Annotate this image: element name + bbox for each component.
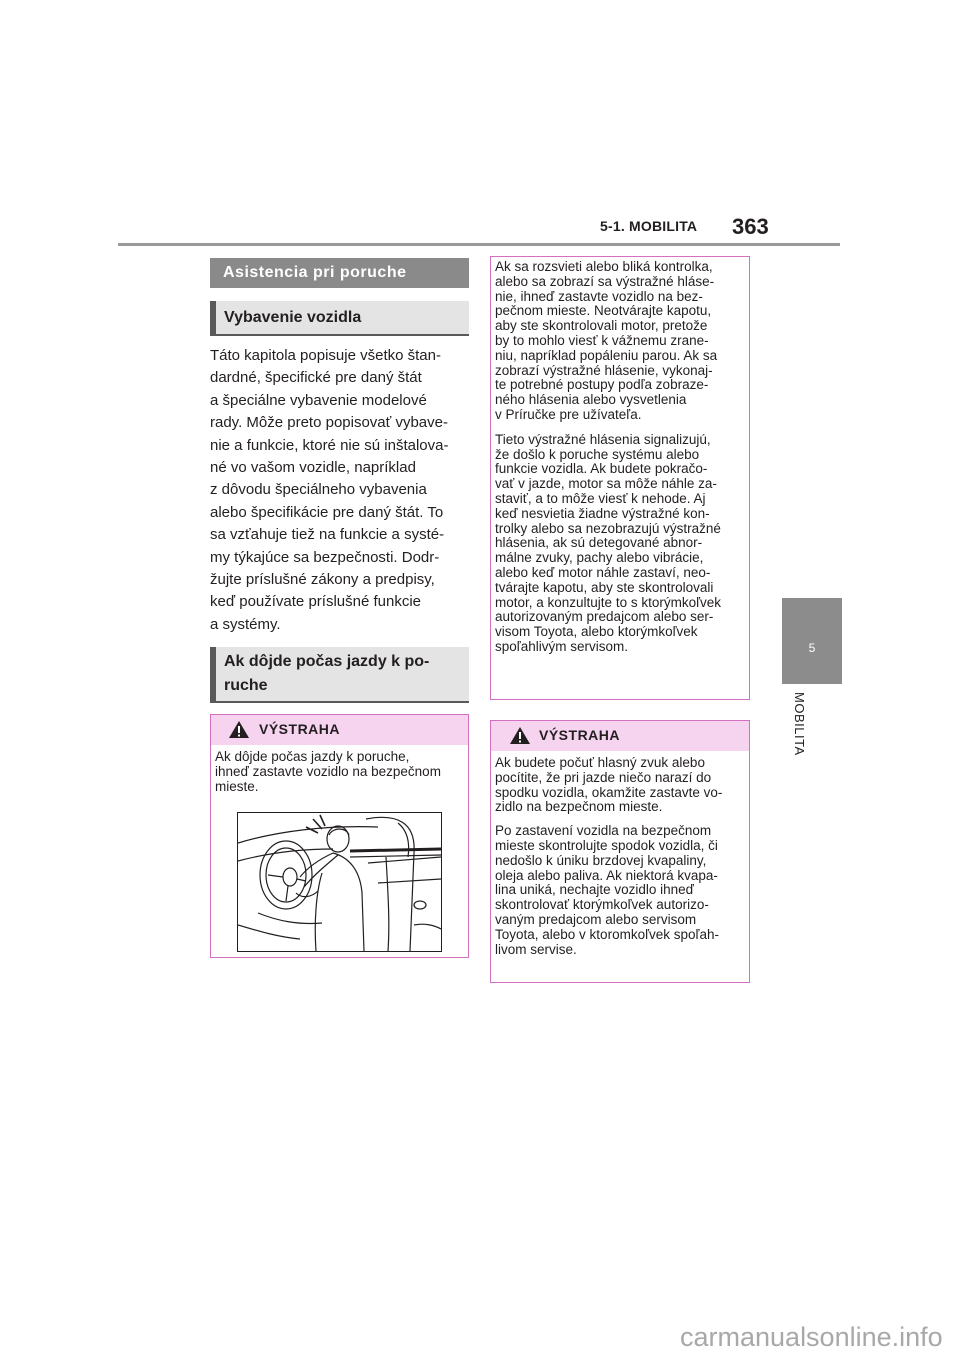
subheading-failure-while-driving: Ak dôjde počas jazdy k po- ruche [210,647,469,703]
chapter-tab-number: 5 [808,641,816,655]
watermark: carmanualsonline.info [680,1322,943,1352]
warning-box [210,714,469,958]
warning-text: Ak dôjde počas jazdy k poruche, ihneď zastavte vozidlo na bezpečnom mieste. [215,749,441,794]
warning-title: VÝSTRAHA [539,727,621,743]
section-title: 5-1. MOBILITA [600,218,698,234]
subheading-equipment: Vybavenie vozidla [210,301,469,336]
warning-box [490,720,750,983]
warning-triangle-icon [228,720,250,739]
warning-text-1: Ak budete počuť hlasný zvuk alebo pocítite, že pri jazde niečo narazí do spodku vozidla, okamžite zastavte vo- zidlo na bezpečnom mieste. [495,755,723,815]
warning-header [211,715,468,745]
warning-title: VÝSTRAHA [259,721,341,737]
main-heading: Asistencia pri poruche [210,258,469,288]
warning-header [491,721,749,751]
warning-triangle-icon [509,726,531,745]
warning-text-2: Po zastavení vozidla na bezpečnom mieste skontrolujte spodok vozidla, či nedošlo k úniku brzdovej kvapaliny, oleja alebo paliva. Ak niektorá kvapa- lina uniká, nechajte vozidlo ihneď skontrolovať ktorýmkoľvek autorizo- vaným predajcom alebo servisom Toyota, alebo v ktoromkoľvek spoľah- livom servise. [495,823,719,957]
info-paragraph-1: Ak sa rozsvieti alebo bliká kontrolka, alebo sa zobrazí sa výstražné hláse- nie, ihneď zastavte vozidlo na bez- pečnom mieste. Neotvárajte kapotu, aby ste skontrolovali motor, pretože by to mohlo viesť k vážnemu zrane- niu, napríklad popáleniu parou. Ak sa zobrazí výstražné hlásenie, vykonaj- te potrebné postupy podľa zobraze- ného hlásenia alebo vysvetlenia v Príručke pre užívateľa. [495,259,718,422]
equipment-body-text: Táto kapitola popisuje všetko štan- dardné, špecifické pre daný štát a špeciálne vybavenie modelové rady. Môže preto popisovať vybave- nie a funkcie, ktoré nie sú inštalova- né vo vašom vozidle, napríklad z dôvodu špeciálneho vybavenia alebo špecifikácie pre daný štát. To sa vzťahuje tiež na funkcie a systé- my týkajúce sa bezpečnosti. Dodr- žujte príslušné zákony a predpisy, keď používate príslušné funkcie a systémy. [210,347,449,633]
header-rule [118,243,840,246]
info-paragraph-2: Tieto výstražné hlásenia signalizujú, že došlo k poruche systému alebo funkcie vozidla. Ak budete pokračo- vať v jazde, motor sa môže náhle za- staviť, a to môže viesť k nehode. Aj keď nesvietia žiadne výstražné kon- trolky alebo sa nezobrazujú výstražné hlásenia, ak sú detegované abnor- málne zvuky, pachy alebo vibrácie, alebo keď motor náhle zastaví, neo- tvárajte kapotu, aby ste skontrolovali motor, a konzultujte to s ktorýmkoľvek autorizovaným predajcom alebo ser- visom Toyota, alebo ktorýmkoľvek spoľahlivým servisom. [495,431,722,654]
chapter-side-label: MOBILITA [792,692,807,756]
info-box [490,256,750,700]
driver-braking-illustration [237,812,442,952]
page-number: 363 [732,214,769,239]
